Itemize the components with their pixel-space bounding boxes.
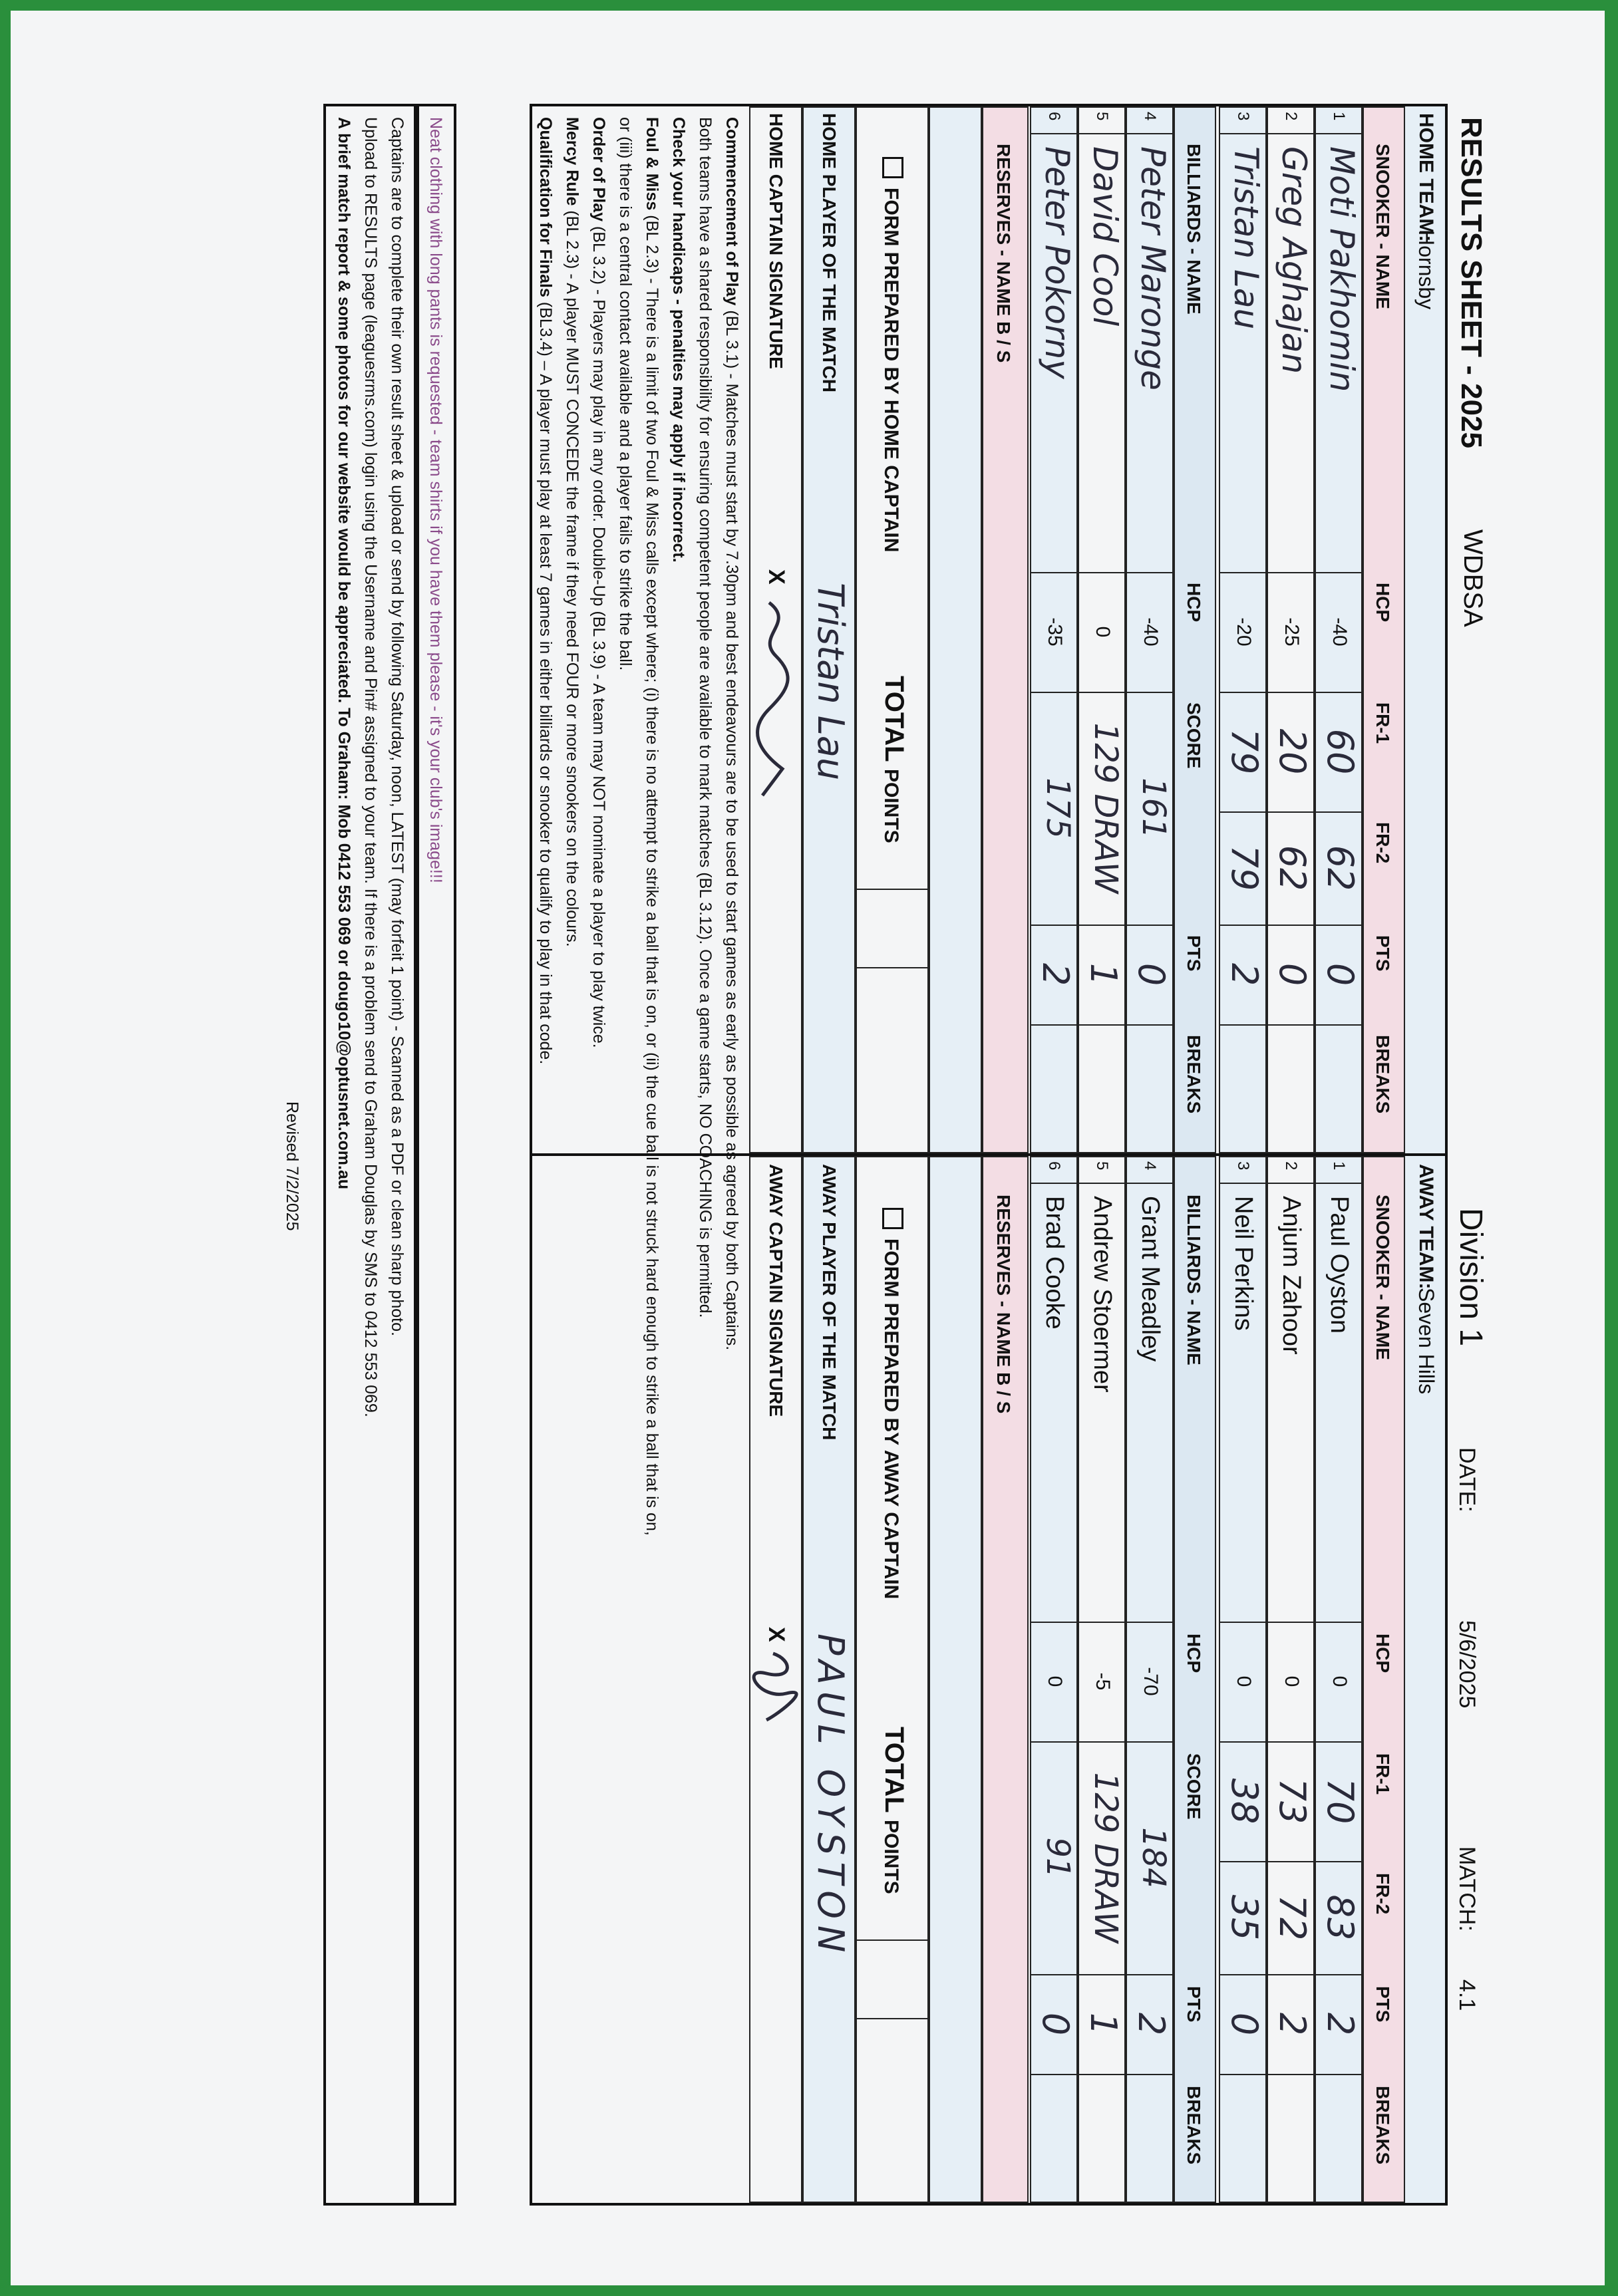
away-snooker-header-fr1: FR-1: [1373, 1753, 1393, 1795]
points: 0: [1319, 962, 1361, 986]
player-handicap: -20: [1233, 617, 1255, 646]
frame-1-score: 79: [1223, 728, 1265, 775]
rule-commencement: Commencement of Play (BL 3.1) - Matches must start by 7.30pm and best endeavours are to be used to start games as early as possible as agreed by both Captains.: [723, 117, 741, 1351]
points: 1: [1082, 2012, 1124, 2036]
column-divider: [1315, 2074, 1363, 2075]
rule-handicaps: Check your handicaps - penalties may apply if incorrect.: [669, 117, 688, 563]
away-captain-signature-label: AWAY CAPTAIN SIGNATURE: [766, 1164, 786, 1417]
away-form-checkbox[interactable]: [882, 1208, 903, 1229]
frame-1-score: 73: [1271, 1778, 1313, 1824]
column-divider: [1267, 133, 1315, 134]
points: 2: [1319, 2012, 1361, 2036]
frame-2-score: 62: [1319, 845, 1361, 891]
column-divider: [1219, 1024, 1267, 1026]
row-number: 5: [1093, 1161, 1111, 1171]
rule-qualification: Qualification for Finals (BL3.4) – A player must play at least 7 games in either billiards or snooker to qualify to play in that code.: [536, 117, 555, 1065]
results-sheet: [57, 104, 1494, 2206]
away-team-label: AWAY TEAM:: [1415, 1164, 1437, 1290]
rule-mercy: Mercy Rule (BL 2.3) - A player MUST CONCEDE the frame if they need FOUR or more snookers on the colours.: [563, 117, 581, 947]
row-number: 6: [1045, 112, 1063, 121]
player-handicap: 0: [1233, 1675, 1255, 1687]
rule-commencement-2: Both teams have a shared responsibility for ensuring competent people are available to mark matches (BL 3.12). Once a game starts, NO COACHING is permitted.: [696, 117, 715, 1318]
home-captain-signature-label: HOME CAPTAIN SIGNATURE: [766, 113, 786, 369]
player-handicap: -40: [1329, 617, 1351, 646]
home-billiards-header-hcp: HCP: [1184, 583, 1204, 623]
column-divider: [1126, 1183, 1174, 1184]
association: WDBSA: [1458, 529, 1488, 627]
home-snooker-header-fr1: FR-1: [1373, 702, 1393, 744]
home-total-label: TOTAL: [880, 676, 909, 762]
away-player-of-match-label: AWAY PLAYER OF THE MATCH: [819, 1164, 840, 1441]
player-name: Neil Perkins: [1229, 1196, 1257, 1331]
player-handicap: -40: [1140, 617, 1162, 646]
home-signature-x: X: [764, 569, 789, 585]
column-divider: [1219, 133, 1267, 134]
points: 1: [1082, 962, 1124, 986]
points: 2: [1130, 2012, 1172, 2036]
home-snooker-header-name: SNOOKER - NAME: [1373, 144, 1393, 309]
home-snooker-header-breaks: BREAKS: [1373, 1035, 1393, 1114]
away-captain-signature: [752, 1647, 800, 1727]
home-form-checkbox[interactable]: [882, 157, 903, 178]
player-name: Paul Oyston: [1325, 1196, 1353, 1334]
frame-2-score: 62: [1271, 845, 1313, 891]
away-player-of-match: PAUL OYSTON: [810, 1634, 852, 1959]
player-handicap: -25: [1281, 617, 1303, 646]
footer-line-1: Captains are to complete their own result sheet & upload or send by following Saturday, noon, LATEST (may forfeit 1 point) - Scanned as a PDF or clean sharp photo.: [388, 117, 406, 1336]
row-number: 6: [1045, 1161, 1063, 1171]
row-number: 3: [1234, 1161, 1252, 1171]
footer-line-3: A brief match report & some photos for our website would be appreciated. To Graham: Mob 0412 553 069 or dougo10@optusnet.com.au: [335, 117, 353, 1190]
away-snooker-header-name: SNOOKER - NAME: [1373, 1195, 1393, 1360]
away-billiards-header-score: SCORE: [1184, 1753, 1204, 1820]
division: Division 1: [1453, 1208, 1488, 1347]
column-divider: [1030, 2074, 1078, 2075]
column-divider: [1126, 2074, 1174, 2075]
home-captain-signature: [749, 596, 802, 809]
away-billiards-header-pts: PTS: [1184, 1986, 1204, 2023]
column-divider: [1078, 1024, 1126, 1026]
column-divider: [1078, 133, 1126, 134]
column-divider: [1078, 1183, 1126, 1184]
player-handicap: 0: [1329, 1675, 1351, 1687]
row-number: 1: [1330, 112, 1348, 121]
home-team-name: Hornsby: [1414, 230, 1438, 310]
points: 0: [1271, 962, 1313, 986]
date-label: DATE:: [1454, 1447, 1480, 1512]
match-value: 4.1: [1454, 1979, 1480, 2011]
player-handicap: 0: [1044, 1675, 1066, 1687]
column-divider: [1315, 133, 1363, 134]
away-total-label: TOTAL: [880, 1727, 909, 1813]
player-handicap: 0: [1281, 1675, 1303, 1687]
home-billiards-header-pts: PTS: [1184, 935, 1204, 972]
away-form-prepared: [880, 1208, 903, 1599]
frame-2-score: 35: [1223, 1894, 1265, 1941]
revised-date: Revised 7/2/2025: [283, 1101, 301, 1231]
column-divider: [1315, 1183, 1363, 1184]
row-number: 2: [1282, 112, 1300, 121]
away-snooker-header-fr2: FR-2: [1373, 1873, 1393, 1915]
billiards-score: 184: [1135, 1827, 1172, 1888]
home-billiards-header-breaks: BREAKS: [1184, 1035, 1204, 1114]
away-billiards-header-name: BILLIARDS - NAME: [1184, 1195, 1204, 1365]
sheet-title: RESULTS SHEET - 2025: [1455, 117, 1488, 448]
home-player-of-match: Tristan Lau: [810, 583, 852, 781]
player-handicap: -35: [1044, 617, 1066, 646]
column-divider: [1126, 133, 1174, 134]
frame-1-score: 70: [1319, 1778, 1361, 1824]
billiards-score: 161: [1135, 778, 1172, 839]
home-billiards-header-score: SCORE: [1184, 702, 1204, 769]
points: 2: [1271, 2012, 1313, 2036]
away-billiards-header-hcp: HCP: [1184, 1634, 1204, 1673]
column-divider: [1267, 1024, 1315, 1026]
row-number: 4: [1141, 1161, 1159, 1171]
home-snooker-header-hcp: HCP: [1373, 583, 1393, 623]
date-value: 5/6/2025: [1454, 1620, 1480, 1709]
match-label: MATCH:: [1454, 1846, 1480, 1932]
row-number: 2: [1282, 1161, 1300, 1171]
column-divider: [1315, 1024, 1363, 1026]
player-name: Brad Cooke: [1041, 1196, 1068, 1330]
row-number: 3: [1234, 112, 1252, 121]
home-form-prepared: [880, 157, 903, 552]
player-name: Peter Maronge: [1134, 146, 1172, 390]
frame-1-score: 60: [1319, 728, 1361, 775]
player-handicap: -70: [1140, 1667, 1162, 1696]
home-player-of-match-label: HOME PLAYER OF THE MATCH: [819, 113, 840, 393]
rule-order-of-play: Order of Play (BL 3.2) - Players may play in any order. Double-Up (BL 3.9) - A team may NOT nominate a player to play twice.: [589, 117, 608, 1048]
home-team-label: HOME TEAM:: [1415, 113, 1437, 242]
column-divider: [1219, 2074, 1267, 2075]
points: 0: [1035, 2012, 1076, 2036]
home-billiards-header-name: BILLIARDS - NAME: [1184, 144, 1204, 315]
column-divider: [1030, 1183, 1078, 1184]
column-divider: [1078, 2074, 1126, 2075]
paper-sheet: [11, 11, 1605, 2285]
column-divider: [1030, 133, 1078, 134]
points: 0: [1130, 962, 1172, 986]
column-divider: [1126, 1024, 1174, 1026]
home-snooker-header-fr2: FR-2: [1373, 822, 1393, 864]
frame-1-score: 20: [1271, 728, 1313, 775]
row-number: 1: [1330, 1161, 1348, 1171]
away-reserves-label: RESERVES - NAME B / S: [993, 1195, 1014, 1414]
clothing-notice: Neat clothing with long pants is requested - team shirts if you have them please - it's your club's image!!!: [426, 117, 445, 883]
away-form-label: FORM PREPARED BY AWAY CAPTAIN: [880, 1238, 902, 1600]
rule-foul-miss: Foul & Miss (BL 2.3) - There is a limit of two Foul & Miss calls except where; (i) there is no attempt to strike a ball that is on, or (ii) the cue ball is not struck hard enough to strike a ball that is on,: [643, 117, 661, 1536]
home-reserves-label: RESERVES - NAME B / S: [993, 144, 1014, 363]
rule-foul-miss-2: or (iii) there is a central contact available and a player fails to strike the ball.: [616, 117, 635, 671]
player-name: David Cool: [1086, 146, 1124, 327]
footer-line-2: Upload to RESULTS page (leaguesrms.com) login using the Username and Pin# assigned to your team. If there is a problem send to Graham Douglas by SMS to 0412 553 069.: [361, 117, 380, 1417]
away-snooker-header-hcp: HCP: [1373, 1634, 1393, 1673]
column-divider: [1267, 2074, 1315, 2075]
frame-2-score: 83: [1319, 1894, 1361, 1941]
away-points-label: POINTS: [880, 1820, 902, 1894]
away-team-name: Seven Hills: [1414, 1288, 1438, 1395]
away-snooker-header-breaks: BREAKS: [1373, 2086, 1393, 2165]
billiards-score: 129 DRAW: [1087, 722, 1124, 894]
home-points-label: POINTS: [880, 769, 902, 843]
player-name: Greg Aghajan: [1275, 146, 1313, 374]
player-name: Grant Meadley: [1136, 1196, 1164, 1362]
home-form-label: FORM PREPARED BY HOME CAPTAIN: [880, 188, 902, 553]
home-snooker-header-pts: PTS: [1373, 935, 1393, 972]
billiards-score: 129 DRAW: [1087, 1772, 1124, 1943]
billiards-score: 175: [1039, 778, 1076, 839]
points: 2: [1035, 962, 1076, 986]
player-name: Peter Pokorny: [1038, 146, 1076, 379]
player-name: Tristan Lau: [1227, 146, 1265, 330]
player-handicap: 0: [1092, 626, 1114, 638]
away-billiards-header-breaks: BREAKS: [1184, 2086, 1204, 2165]
rules-section: [530, 117, 742, 2192]
player-name: Moti Pakhomin: [1323, 146, 1361, 392]
player-handicap: -5: [1092, 1672, 1114, 1691]
frame-2-score: 72: [1271, 1894, 1313, 1941]
column-divider: [1219, 1183, 1267, 1184]
player-name: Anjum Zahoor: [1277, 1196, 1305, 1355]
away-signature-x: X: [764, 1627, 789, 1642]
points: 2: [1223, 962, 1265, 986]
frame-1-score: 38: [1223, 1778, 1265, 1824]
billiards-score: 91: [1039, 1837, 1076, 1878]
frame-2-score: 79: [1223, 845, 1265, 891]
points: 0: [1223, 2012, 1265, 2036]
row-number: 4: [1141, 112, 1159, 121]
row-number: 5: [1093, 112, 1111, 121]
column-divider: [1030, 1024, 1078, 1026]
column-divider: [1267, 1183, 1315, 1184]
player-name: Andrew Stoermer: [1088, 1196, 1116, 1393]
away-snooker-header-pts: PTS: [1373, 1986, 1393, 2023]
